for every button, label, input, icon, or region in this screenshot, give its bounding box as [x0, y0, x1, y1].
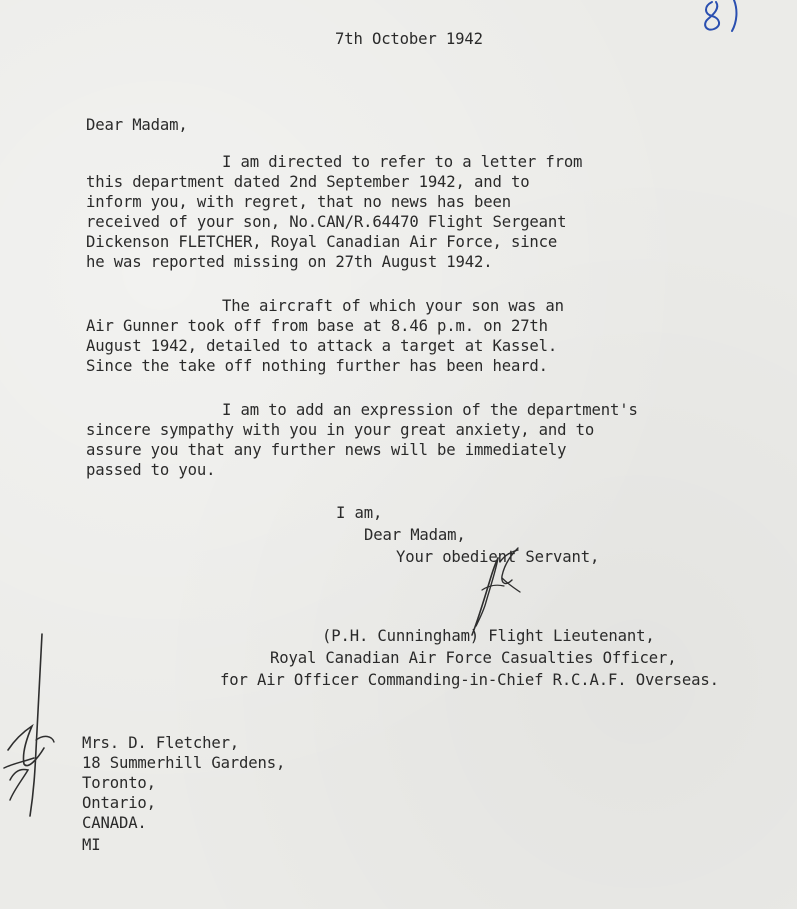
reference-initials: MI	[82, 836, 101, 854]
paragraph-3-line-1: I am to add an expression of the department's	[222, 401, 638, 419]
closing-line-2: Dear Madam,	[364, 526, 466, 544]
salutation: Dear Madam,	[86, 116, 188, 134]
address-line-3: Toronto,	[82, 774, 156, 792]
paragraph-1-line-6: he was reported missing on 27th August 1942.	[86, 253, 493, 271]
letter-date: 7th October 1942	[335, 30, 483, 48]
address-line-4: Ontario,	[82, 794, 156, 812]
margin-annotation	[0, 630, 60, 820]
address-line-5: CANADA.	[82, 814, 147, 832]
paragraph-2-line-3: August 1942, detailed to attack a target at Kassel.	[86, 337, 558, 355]
signature-block-line-2: Royal Canadian Air Force Casualties Officer,	[270, 649, 677, 667]
folio-number	[690, 0, 760, 38]
paragraph-3-line-4: passed to you.	[86, 461, 216, 479]
paragraph-3-line-3: assure you that any further news will be immediately	[86, 441, 567, 459]
closing-line-3: Your obedient Servant,	[396, 548, 600, 566]
paragraph-2-line-2: Air Gunner took off from base at 8.46 p.m. on 27th	[86, 317, 548, 335]
signature-block-line-3: for Air Officer Commanding-in-Chief R.C.A.F. Overseas.	[220, 671, 719, 689]
paragraph-1-line-2: this department dated 2nd September 1942, and to	[86, 173, 530, 191]
paragraph-3-line-2: sincere sympathy with you in your great anxiety, and to	[86, 421, 595, 439]
paragraph-2-line-4: Since the take off nothing further has been heard.	[86, 357, 548, 375]
paragraph-1-line-4: received of your son, No.CAN/R.64470 Flight Sergeant	[86, 213, 567, 231]
paragraph-1-line-3: inform you, with regret, that no news has been	[86, 193, 511, 211]
signature-block-line-1: (P.H. Cunningham) Flight Lieutenant,	[322, 627, 655, 645]
address-line-2: 18 Summerhill Gardens,	[82, 754, 286, 772]
closing-line-1: I am,	[336, 504, 383, 522]
paragraph-1-line-1: I am directed to refer to a letter from	[222, 153, 583, 171]
paragraph-2-line-1: The aircraft of which your son was an	[222, 297, 564, 315]
address-line-1: Mrs. D. Fletcher,	[82, 734, 240, 752]
paragraph-1-line-5: Dickenson FLETCHER, Royal Canadian Air Force, since	[86, 233, 558, 251]
